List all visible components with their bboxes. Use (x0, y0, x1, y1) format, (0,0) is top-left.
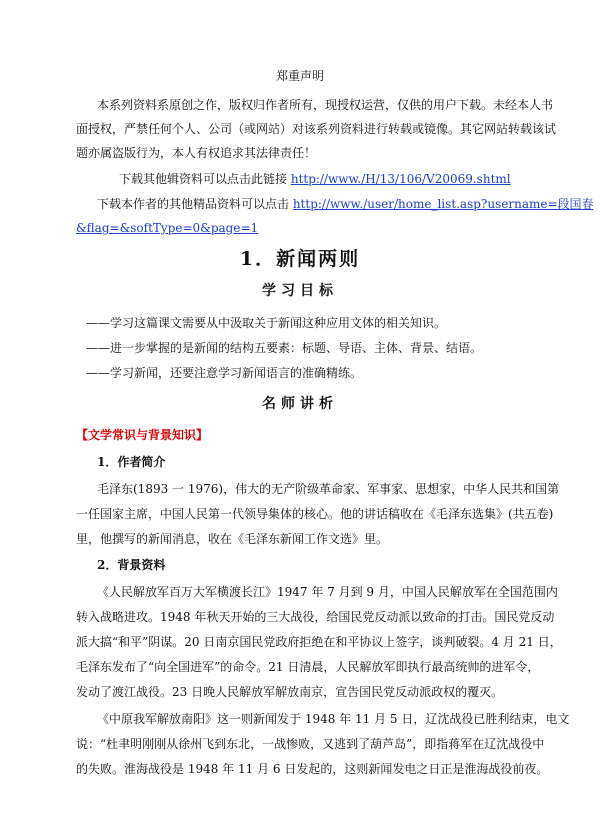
more-resources-line (119, 172, 511, 186)
background-2-line-2: 说：“杜聿明刚刚从徐州飞到东北，一战惨败，又逃到了葫芦岛”，即指蒋军在辽沈战役中 (76, 737, 545, 751)
author-resources-line (97, 197, 594, 211)
declaration-line-3: 题亦属盗版行为，本人有权追求其法律责任！ (76, 146, 317, 160)
background-1-line-4: 毛泽东发布了“向全国进军”的命令。21 日清晨，人民解放军即执行最高统帅的进军令， (76, 660, 540, 674)
declaration-line-2: 面授权，严禁任何个人、公司（或网站）对该系列资料进行转载或镜像。其它网站转载该试 (76, 122, 557, 136)
author-line-2: 一任国家主席，中国人民第一代领导集体的核心。他的讲话稿收在《毛泽东选集》(共五卷) (76, 507, 554, 521)
author-resources-text: 下载本作者的其他精品资料可以点击 (97, 197, 293, 211)
background-1-line-2: 转入战略进攻。1948 年秋天开始的三大战役，给国民党反动派以致命的打击。国民党反动 (76, 610, 555, 624)
background-2-line-3: 的失败。淮海战役是 1948 年 11 月 6 日发起的，这则新闻发电之日正是淮海战役前夜。 (76, 762, 549, 776)
more-resources-text: 下载其他辑资料可以点击此链接 (119, 172, 291, 186)
goal-item-1: ——学习这篇课文需要从中汲取关于新闻这种应用文体的相关知识。 (86, 316, 447, 330)
section-label: 【文学常识与背景知识】 (76, 428, 209, 442)
subheading-background: 2．背景资料 (97, 558, 166, 572)
declaration-line-1: 本系列资料系原创之作，版权归作者所有，现授权运营，仅供的用户下载。未经本人书 (97, 98, 554, 112)
author-line-1: 毛泽东(1893 一 1976)，伟大的无产阶级革命家、军事家、思想家，中华人民共和国第 (97, 482, 560, 496)
author-line-3: 里，他撰写的新闻消息，收在《毛泽东新闻工作文选》里。 (76, 532, 389, 546)
background-1-line-1: 《人民解放军百万大军横渡长江》1947 年 7 月到 9 月，中国人民解放军在全国范围内 (97, 585, 558, 599)
goals-heading: 学习目标 (262, 283, 338, 299)
declaration-title: 郑重声明 (275, 69, 324, 83)
analysis-heading: 名师讲析 (262, 396, 338, 412)
goal-item-3: ——学习新闻，还要注意学习新闻语言的准确精练。 (86, 366, 363, 380)
background-1-line-3: 派大搞“和平”阴谋。20 日南京国民党政府拒绝在和平协议上签字，谈判破裂。4 月 21 日， (76, 635, 562, 649)
author-resources-link[interactable]: http://www./user/home_list.asp?username=段国春 (292, 197, 594, 211)
more-resources-link[interactable]: http://www./H/13/106/V20069.shtml (290, 172, 511, 186)
background-2-line-1: 《中原我军解放南阳》这一则新闻发于 1948 年 11 月 5 日，辽沈战役已胜利结束，电文 (97, 712, 570, 726)
author-resources-link-cont[interactable]: &flag=&softType=0&page=1 (76, 221, 259, 235)
subheading-author: 1．作者简介 (97, 455, 166, 469)
goal-item-2: ——进一步掌握的是新闻的结构五要素：标题、导语、主体、背景、结语。 (86, 341, 483, 355)
lesson-title: 1．新闻两则 (239, 248, 361, 270)
background-1-line-5: 发动了渡江战役。23 日晚人民解放军解放南京，宣告国民党反动派政权的覆灭。 (76, 685, 504, 699)
